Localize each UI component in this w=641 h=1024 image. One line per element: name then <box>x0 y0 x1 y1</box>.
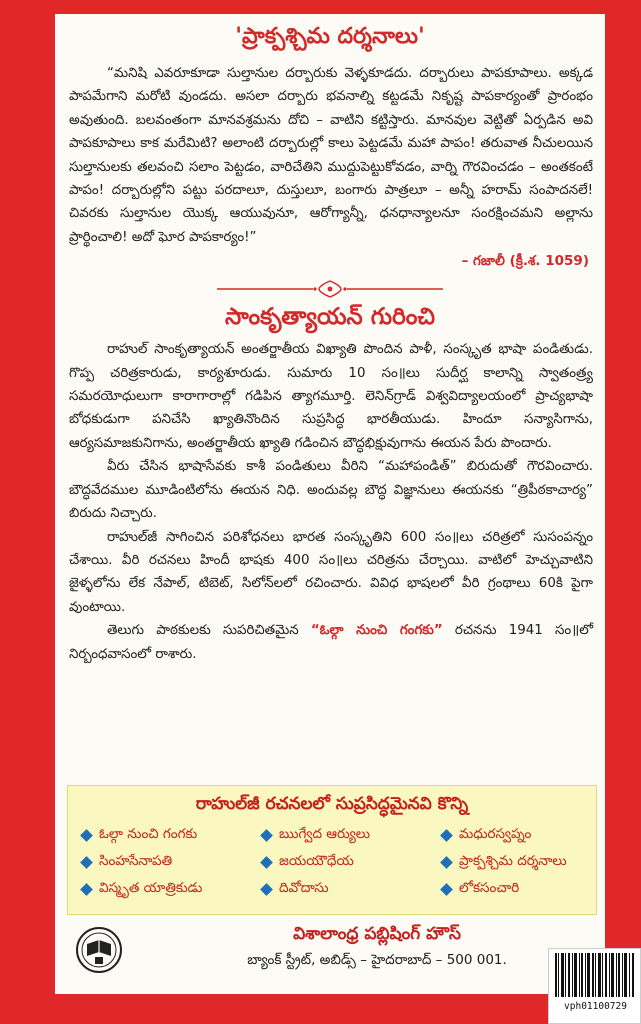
diamond-bullet-icon <box>260 883 273 896</box>
notable-works-title: రాహుల్‌జీ రచనలలో సుప్రసిద్ధమైనవి కొన్ని <box>195 794 469 814</box>
diamond-bullet-icon <box>80 856 93 869</box>
about-last-after: రచనను 1941 సం॥లో నిర్బంధవాసంలో రాశారు. <box>69 623 594 662</box>
work-title: జయయౌధేయ <box>279 853 354 869</box>
work-title: ప్రాక్పశ్చిమ దర్శనాలు <box>459 853 567 869</box>
about-section-body <box>55 338 605 666</box>
work-item <box>262 826 442 845</box>
diamond-bullet-icon <box>440 829 453 842</box>
ornamental-divider-icon <box>217 278 443 300</box>
diamond-bullet-icon <box>440 883 453 896</box>
notable-works-box <box>67 785 597 915</box>
work-title: ఓల్గా నుంచి గంగకు <box>99 826 198 842</box>
about-last-before: తెలుగు పాఠకులకు సుపరిచితమైన <box>107 623 311 639</box>
work-item <box>442 853 602 872</box>
diamond-bullet-icon <box>80 829 93 842</box>
work-title: సింహసేనాపతి <box>99 853 173 869</box>
notable-works-list <box>68 818 596 899</box>
about-paragraph: రాహుల్ సాంకృత్యాయన్ అంతర్జాతీయ విఖ్యాతి పొందిన పాళీ, సంస్కృత భాషా పండితుడు. గొప్ప చరిత్రకారుడు, కార్యశూరుడు. సుమారు 10 సం॥లు సుదీర్ఘ కాలాన్ని స్వాతంత్ర్య సమరయోధులుగా కారాగారాల్లో గడిపిన త్యాగమూర్తి. లెనిన్‌గ్రాడ్ విశ్వవిద్యాలయంలో ప్రాచ్యభాషా బోధకుడుగా పనిచేసి ఖ్యాతినొందిన సుప్రసిద్ధ భారతీయుడు. హిందూ సన్యాసిగాను, ఆర్యసమాజకునిగాను, అంతర్జాతీయ ఖ్యాతి గడించిన బౌద్ధభిక్షువుగాను ఈయన పేరు పొందారు. <box>69 342 593 451</box>
work-title: ఋగ్వేద ఆర్యులు <box>279 826 371 842</box>
work-title: మధురస్వప్నం <box>459 826 532 842</box>
work-item <box>262 853 442 872</box>
book-title-highlight: “ఓల్గా నుంచి గంగకు” <box>310 623 443 639</box>
publisher-name: విశాలాంధ్ర పబ్లిషింగ్ హౌస్ <box>293 924 461 944</box>
barcode-number: vph01100729 <box>564 1001 627 1012</box>
diamond-bullet-icon <box>440 856 453 869</box>
publisher-block <box>75 924 595 990</box>
work-item <box>442 880 602 899</box>
quote-attribution: – గజాలీ (క్రీ.శ. 1059) <box>461 253 589 270</box>
about-paragraph: రాహుల్‌జీ సాగించిన పరిశోధనలు భారత సంస్కృతిని 600 సం॥లు చరిత్రలో సుసంపన్నం చేశాయి. వీరి రచనలు హిందీ భాషకు 400 సం॥లు చరిత్రను చేర్చాయి. వాటిలో హెచ్చువాటిని జైళ్ళలోను లేక నేపాల్, టిబెట్, సిలోన్‌లలో రచించారు. వివిధ భాషలలో వీరి గ్రంథాలు 60కి పైగా వుంటాయి. <box>69 529 593 615</box>
about-paragraph: వీరు చేసిన భాషాసేవకు కాశీ పండితులు వీరిని “మహాపండిత్” బిరుదుతో గౌరవించారు. బౌద్ధవేదముల మూడింటిలోను ఈయన నిధి. అందువల్ల బౌద్ధ విజ్ఞానులు ఈయనకు “త్రిపీఠకాచార్య” బిరుదు నిచ్చారు. <box>69 459 593 522</box>
work-title: దివోదాసు <box>279 880 329 896</box>
content-panel <box>55 14 605 994</box>
quote-text: “మనిషి ఎవరూకూడా సుల్తానుల దర్బారుకు వెళ్ళకూడదు. దర్బారులు పాపకూపాలు. అక్కడ పాపమేగాని మరోటి వుండదు. అసలా దర్బారు భవనాల్ని కట్టడమే నికృష్ట పాపకార్యంతో ప్రారంభం అవుతుంది. బలవంతంగా మానవశ్రమను దోచి – వాటిని కట్టిస్తారు. మానవుల వెట్టితో ఏర్పడిన అవి పాపకూపాలు కాక మరేమిటి? అలాంటి దర్బారుల్లో కాలు పెట్టడమే మహా పాపం! తరువాత నీచులయిన సుల్తానులకు తలవంచి సలాం పెట్టడం, వారిచేతిని ముద్దుపెట్టుకోవడం, వార్ని గౌరవించడం – అంతకంటే పాపం! దర్బారుల్లోని పట్టు పరదాలూ, దుస్తులూ, బంగారు పాత్రలూ – అన్నీ హరామ్ సంపాదనలే! చివరకు సుల్తానుల యొక్క ఆయువునూ, ఆరోగ్యాన్నీ, ధనధాన్యాలనూ సంరక్షించమని అల్లాను ప్రార్థించాలి! అదో ఘోర పాపకార్యం!” <box>69 66 593 245</box>
barcode-icon <box>555 953 635 997</box>
about-paragraph-last <box>55 619 605 666</box>
work-item <box>262 880 442 899</box>
barcode-sticker <box>548 948 641 1024</box>
book-emblem-icon <box>75 926 123 974</box>
work-item <box>442 826 602 845</box>
work-title: లోకసంచారి <box>459 880 520 896</box>
work-item <box>82 826 262 845</box>
quote-section-title: 'ప్రాక్పశ్చిమ దర్శనాలు' <box>235 24 425 49</box>
work-item <box>82 880 262 899</box>
diamond-bullet-icon <box>80 883 93 896</box>
diamond-bullet-icon <box>260 856 273 869</box>
work-title: విస్మృత యాత్రికుడు <box>99 880 203 896</box>
diamond-bullet-icon <box>260 829 273 842</box>
publisher-address: బ్యాంక్ స్ట్రీట్, అబిడ్స్ – హైదరాబాద్ – 500 001. <box>247 952 507 968</box>
work-item <box>82 853 262 872</box>
about-section-title: సాంకృత్యాయన్ గురించి <box>224 304 436 331</box>
